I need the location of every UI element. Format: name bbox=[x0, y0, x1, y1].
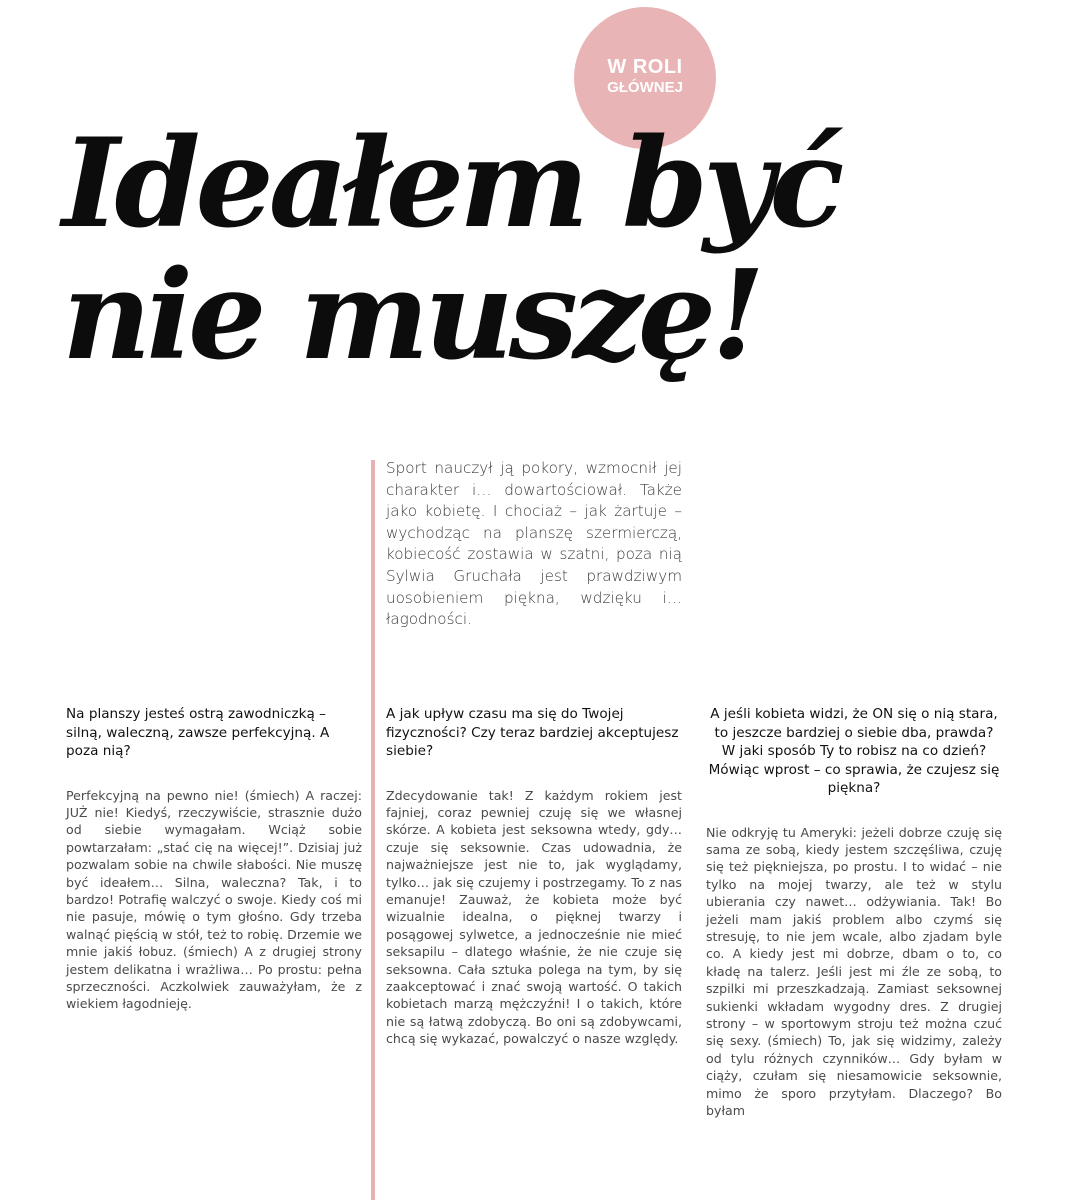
headline-line-2: nie muszę! bbox=[62, 244, 761, 388]
badge-line-2: GŁÓWNEJ bbox=[607, 79, 683, 96]
badge-line-1: W ROLI bbox=[607, 56, 683, 78]
column-divider bbox=[371, 460, 375, 1200]
interview-answer: Perfekcyjną na pewno nie! (śmiech) A raczej: JUŻ nie! Kiedyś, rzeczywiście, strasznie dużo od siebie wymagałam. Wciąż sobie powtarzałam: „stać cię na więcej!”. Dzisiaj już pozwalam sobie na chwile słabości. Nie muszę być ideałem… Silna, waleczna? Tak, i to bardzo! Potrafię walczyć o swoje. Kiedy coś mi nie pasuje, mówię o tym głośno. Gdy trzeba walnąć pięścią w stół, też to robię. Drzemie we mnie jakiś łobuz. (śmiech) A z drugiej strony jestem delikatna i wrażliwa… Po prostu: pełna sprzeczności. Aczkolwiek zauważyłam, że z wiekiem łagodnieję. bbox=[66, 787, 362, 1012]
interview-answer: Zdecydowanie tak! Z każdym rokiem jest fajniej, coraz pewniej czuję się we własnej skórze. A kobieta jest seksowna wtedy, gdy… czuje się seksownie. Czas udowadnia, że najważniejsze jest nie to, jak wyglądamy, tylko… jak się czujemy i postrzegamy. To z nas emanuje! Zauważ, że kobieta może być wizualnie idealna, o pięknej twarzy i posągowej sylwetce, a jednocześnie nie mieć seksapilu – dlatego właśnie, że nie czuje się seksowna. Cała sztuka polega na tym, by się zaakceptować i znać swoją wartość. O takich kobietach marzą mężczyźni! I o takich, które nie są łatwą zdobyczą. Bo oni są zdobywcami, chcą się wykazać, powalczyć o nasze względy. bbox=[386, 787, 682, 1047]
interview-answer: Nie odkryję tu Ameryki: jeżeli dobrze czuję się sama ze sobą, kiedy jestem szczęśliwa, czuję się też piękniejsza, po prostu. I to widać – nie tylko na mojej twarzy, ale też w stylu ubierania czy nawet… odżywiania. Tak! Bo jeżeli mam jakiś problem albo czymś się stresuję, to nie jem wcale, albo zjadam byle co. A kiedy jest mi dobrze, dbam o to, co kładę na talerz. Jeśli jest mi źle ze sobą, to szpilki mi przeszkadzają. Zamiast seksownej sukienki wkładam wygodny dres. Z drugiej strony – w sportowym stroju też można czuć się sexy. (śmiech) To, jak się widzimy, zależy od tylu różnych czynników… Gdy byłam w ciąży, czułam się niesamowicie seksownie, mimo że sporo przytyłam. Dlaczego? Bo byłam bbox=[706, 824, 1002, 1118]
interview-column-1 bbox=[66, 705, 362, 1013]
interview-column-3 bbox=[706, 705, 1002, 1119]
interview-question: Na planszy jesteś ostrą zawodniczką – silną, waleczną, zawsze perfekcyjną. A poza nią? bbox=[66, 706, 330, 759]
interview-question: A jak upływ czasu ma się do Twojej fizyczności? Czy teraz bardziej akceptujesz siebie? bbox=[386, 706, 679, 759]
article-headline bbox=[62, 112, 1062, 388]
interview-question: A jeśli kobieta widzi, że ON się o nią stara, to jeszcze bardziej o siebie dba, prawda? W jaki sposób Ty to robisz na co dzień? Mówiąc wprost – co sprawia, że czujesz się piękna? bbox=[708, 706, 1000, 796]
lead-paragraph: Sport nauczył ją pokory, wzmocnił jej charakter i… dowartościował. Także jako kobietę. I chociaż – jak żartuje – wychodząc na planszę szermierczą, kobiecość zostawia w szatni, poza nią Sylwia Gruchała jest prawdziwym uosobieniem piękna, wdzięku i… łagodności. bbox=[386, 459, 682, 629]
headline-line-1: Ideałem być bbox=[62, 112, 840, 256]
interview-column-2 bbox=[386, 705, 682, 1048]
